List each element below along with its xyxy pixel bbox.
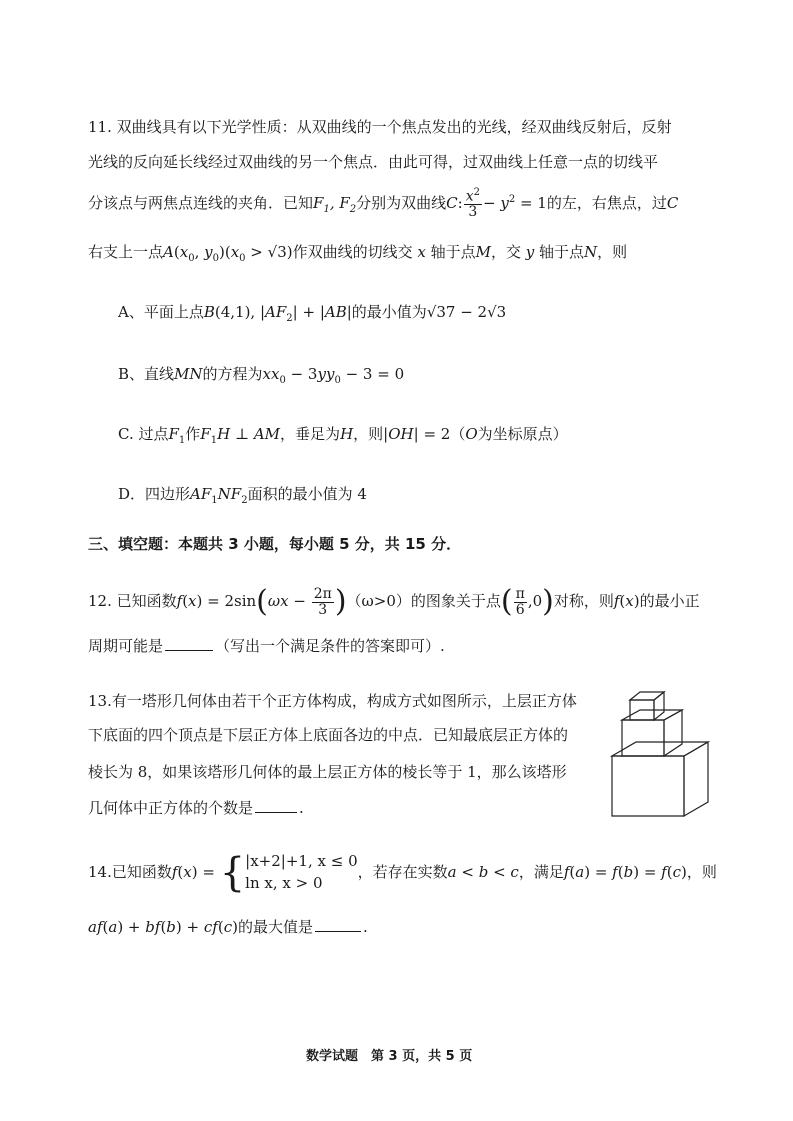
- q12-frac-2pi-3: $\frac{2\pi}{3}$: [313, 585, 332, 618]
- q11-option-d: D．四边形$AF_1NF_2$面积的最小值为 4: [118, 485, 367, 506]
- q12-line1: 12. 已知函数f(x) = 2sin(ωx − $\frac{2\pi}{3}$ )（ω>0）的图象关于点( $\frac{\pi}{6}$ ,0)对称，则f(x)的最小正: [88, 584, 700, 619]
- q14-line2-b: 的最大值是: [237, 918, 313, 936]
- q14-case-1: |x+2|+1, x ≤ 0: [245, 852, 358, 871]
- q14-answer-blank[interactable]: [315, 930, 361, 932]
- q11-line2: 光线的反向延长线经过双曲线的另一个焦点．由此可得，过双曲线上任意一点的切线平: [88, 153, 659, 171]
- q12-frac-pi-6: $\frac{\pi}{6}$: [515, 585, 525, 618]
- bottom-cube-side: [684, 742, 708, 816]
- q12-line2: [88, 635, 445, 656]
- q14-text-c: ，满足: [518, 863, 564, 881]
- middle-cube-side: [664, 710, 682, 756]
- q11-line3: 分该点与两焦点连线的夹角．已知$F_1$, $F_2$分别为双曲线C: $\frac{x^2}{3}$ − $y^2 = 1$的左，右焦点，过C: [88, 186, 679, 221]
- section-3-heading: 三、填空题：本题共 3 小题，每小题 5 分，共 15 分．: [88, 535, 462, 553]
- q14-text-b: ，若存在实数: [357, 863, 448, 881]
- q12-line2-a: 周期可能是: [88, 637, 164, 655]
- q11-line3-text-c: 的左，右焦点，过: [546, 194, 667, 212]
- q12-line2-b: （写出一个满足条件的答案即可）.: [215, 637, 445, 655]
- q11-f1f2: $F_1$, $F_2$: [313, 194, 357, 215]
- q11-frac-x2-3: $\frac{x^2}{3}$: [465, 186, 480, 221]
- q14-line2: af(a) + bf(b) + cf(c)的最大值是 .: [88, 918, 368, 936]
- q14-cases: [245, 851, 357, 895]
- q11-option-c-label: C. 过点: [118, 425, 169, 443]
- bottom-cube-top: [612, 742, 708, 756]
- q13-line3: 棱长为 8，如果该塔形几何体的最上层正方体的棱长等于 1，那么该塔形: [88, 763, 567, 781]
- middle-cube-front: [622, 720, 664, 756]
- q11-line1: 11. 双曲线具有以下光学性质：从双曲线的一个焦点发出的光线，经双曲线反射后，反射: [88, 118, 672, 136]
- q11-line4-d: ，交: [490, 243, 521, 261]
- page-footer: 数学试题 第 3 页，共 5 页: [306, 1049, 473, 1064]
- q14-text-a: 14.已知函数: [88, 863, 172, 881]
- q14-case-2: ln x, x > 0: [245, 874, 323, 892]
- q12-text-d: 的最小正: [639, 592, 700, 610]
- q11-option-c: C. 过点$F_1$作$F_1H$ ⊥ AM，垂足为H，则|OH| = 2（O为坐标原点）: [118, 425, 568, 446]
- q11-option-b-mid: 的方程为: [202, 365, 263, 383]
- q11-option-c-a: 作: [185, 425, 201, 443]
- q14-text-d: ，则: [686, 863, 717, 881]
- q11-option-b-label: B、直线: [118, 365, 175, 383]
- tower-cubes-figure: [600, 688, 720, 820]
- q11-option-a: A、平面上点B(4,1), $|AF_2| + |AB|$的最小值为√37 − 2√3: [118, 303, 507, 324]
- bottom-cube-front: [612, 756, 684, 816]
- q13-line4-a: 几何体中正方体的个数是: [88, 799, 254, 817]
- q13-line2: 下底面的四个顶点是下层正方体上底面各边的中点．已知最底层正方体的: [88, 726, 569, 744]
- q11-option-c-e: 为坐标原点）: [477, 425, 568, 443]
- q11-c-end: C: [666, 194, 679, 212]
- q11-line4-b: 作双曲线的切线交: [292, 243, 413, 261]
- q12-text-a: 12. 已知函数: [88, 592, 177, 610]
- q11-option-c-b: ，垂足为: [280, 425, 341, 443]
- q11-line4: 右支上一点$A(x_0$, $y_0)(x_0 > √3)$作双曲线的切线交 x 轴于点M，交 y 轴于点N，则: [88, 243, 628, 264]
- q13-line1: 13.有一塔形几何体由若干个正方体构成，构成方式如图所示，上层正方体: [88, 692, 577, 710]
- q11-option-b: B、直线MN的方程为$xx_0 - 3yy_0 - 3 = 0$: [118, 365, 405, 386]
- q11-point-a: A: [163, 243, 174, 261]
- q11-option-c-c: ，则: [353, 425, 384, 443]
- top-cube-side: [654, 692, 664, 720]
- q11-line4-c: 轴于点: [430, 243, 476, 261]
- q11-line3-text-a: 分该点与两焦点连线的夹角．已知: [88, 194, 314, 212]
- q13-line4-b: .: [299, 799, 304, 817]
- q11-option-d-label: D．四边形: [118, 485, 191, 503]
- q11-option-c-d: （: [450, 425, 466, 443]
- q12-answer-blank[interactable]: [165, 649, 213, 651]
- q12-text-b: （ω>0）的图象关于点: [346, 592, 501, 610]
- q14-line1: 14.已知函数f(x) = { |x+2|+1, x ≤ 0 ln x, x > 0 ，若存在实数a < b < c，满足f(a) = f(b) = f(c)，则: [88, 850, 717, 896]
- q14-line2-c: .: [362, 918, 368, 936]
- q12-text-c: 对称，则: [553, 592, 614, 610]
- q11-line4-a: 右支上一点: [88, 243, 164, 261]
- q11-option-a-label: A、平面上点: [118, 303, 204, 321]
- q13-line4: [88, 797, 304, 818]
- q11-option-a-mid: 的最小值为: [351, 303, 427, 321]
- q11-line4-f: ，则: [597, 243, 628, 261]
- q11-curve-c: C: [446, 194, 458, 212]
- q11-line4-e: 轴于点: [539, 243, 585, 261]
- q11-line3-text-b: 分别为双曲线: [356, 194, 447, 212]
- q13-answer-blank[interactable]: [255, 811, 297, 813]
- q11-option-d-mid: 面积的最小值为 4: [247, 485, 367, 503]
